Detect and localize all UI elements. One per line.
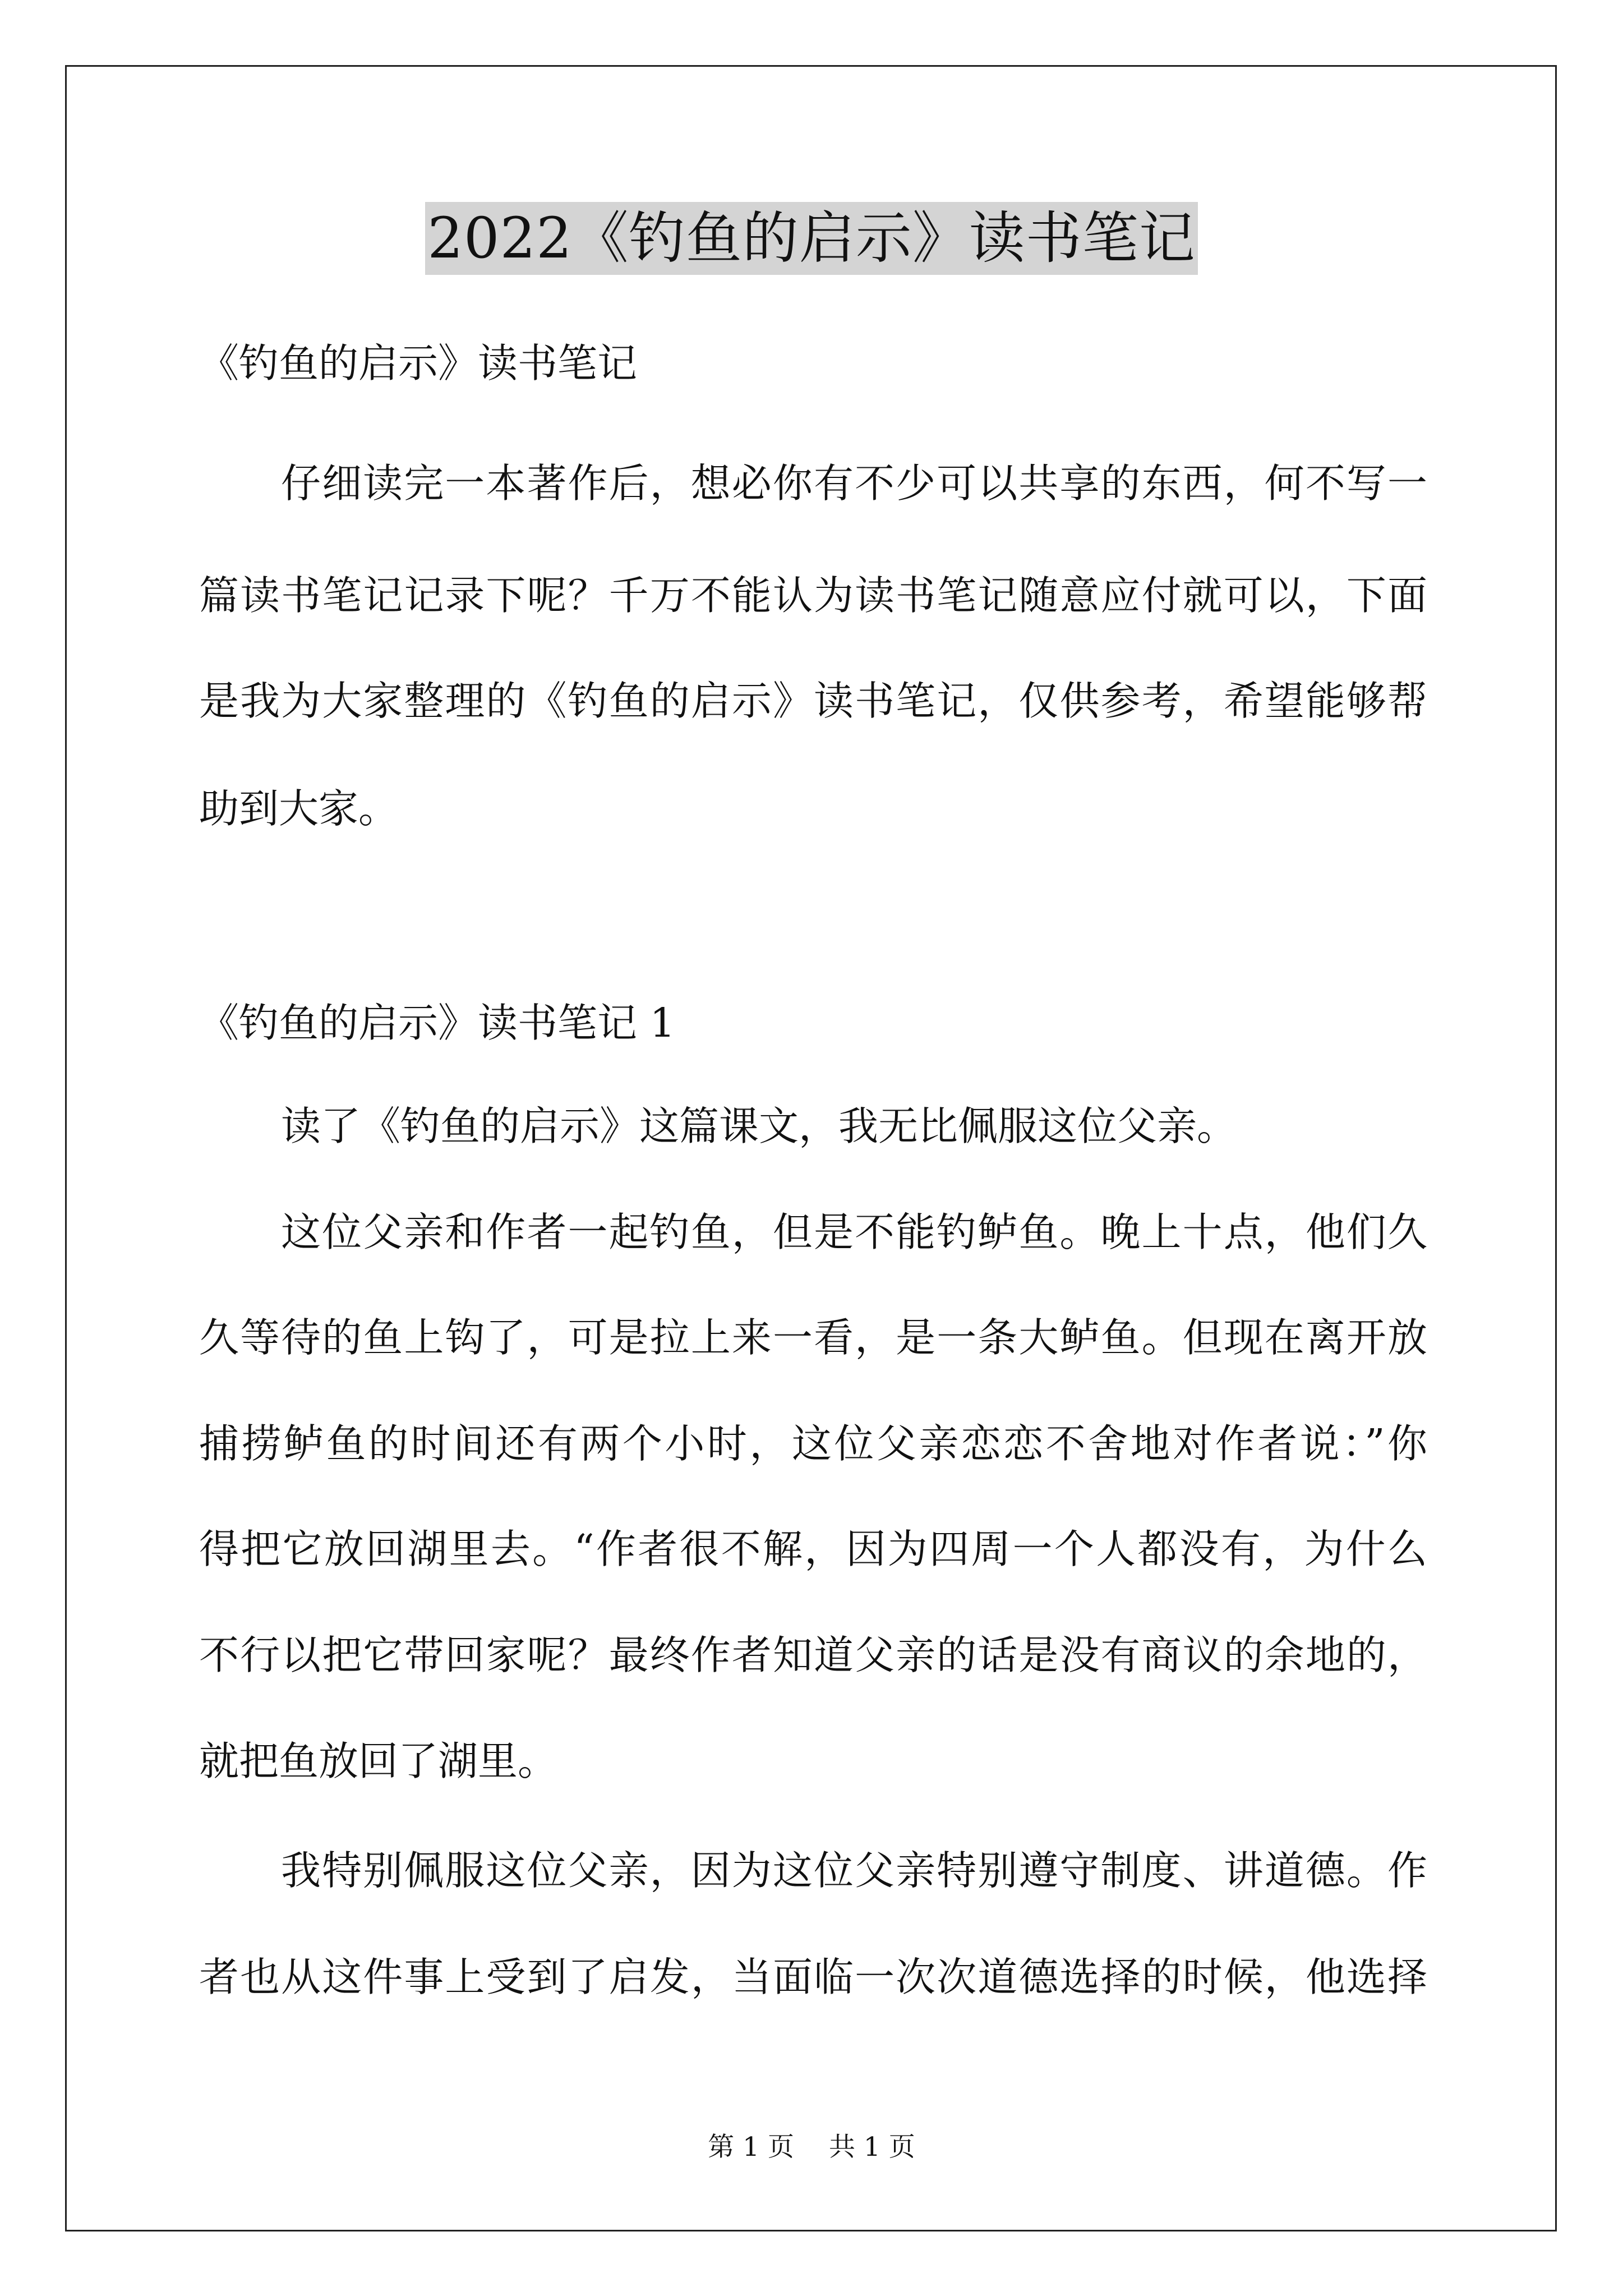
section1-p2-line-4: 得把它放回湖里去。“作者很不解，因为四周一个人都没有，为什么 [199, 1526, 1427, 1572]
section1-p2-line-2: 久等待的鱼上钩了，可是拉上来一看，是一条大鲈鱼。但现在离开放 [199, 1314, 1427, 1361]
section1-p2-line-5: 不行以把它带回家呢？最终作者知道父亲的话是没有商议的余地的， [199, 1632, 1427, 1678]
title-container [0, 202, 1623, 275]
section1-p3-line-2: 者也从这件事上受到了启发，当面临一次次道德选择的时候，他选择 [199, 1954, 1427, 2000]
intro-line-2: 篇读书笔记记录下呢？千万不能认为读书笔记随意应付就可以，下面 [199, 572, 1427, 619]
intro-line-3: 是我为大家整理的《钓鱼的启示》读书笔记，仅供参考，希望能够帮 [199, 678, 1427, 724]
section1-p2-line-6: 就把鱼放回了湖里。 [199, 1738, 558, 1784]
intro-heading: 《钓鱼的启示》读书笔记 [199, 340, 638, 386]
section1-paragraph-1: 读了《钓鱼的启示》这篇课文，我无比佩服这位父亲。 [281, 1103, 1237, 1149]
intro-line-1: 仔细读完一本著作后，想必你有不少可以共享的东西，何不写一 [281, 460, 1427, 507]
section1-p2-line-3: 捕捞鲈鱼的时间还有两个小时，这位父亲恋恋不舍地对作者说：”你 [199, 1420, 1427, 1467]
page-number-footer: 第 1 页 共 1 页 [708, 2132, 915, 2162]
document-title: 2022《钓鱼的启示》读书笔记 [425, 202, 1198, 275]
intro-line-4: 助到大家。 [199, 785, 399, 832]
section1-heading: 《钓鱼的启示》读书笔记 1 [199, 1000, 675, 1046]
section1-p3-line-1: 我特别佩服这位父亲，因为这位父亲特别遵守制度、讲道德。作 [281, 1847, 1427, 1894]
section1-p2-line-1: 这位父亲和作者一起钓鱼，但是不能钓鲈鱼。晚上十点，他们久 [281, 1209, 1427, 1255]
